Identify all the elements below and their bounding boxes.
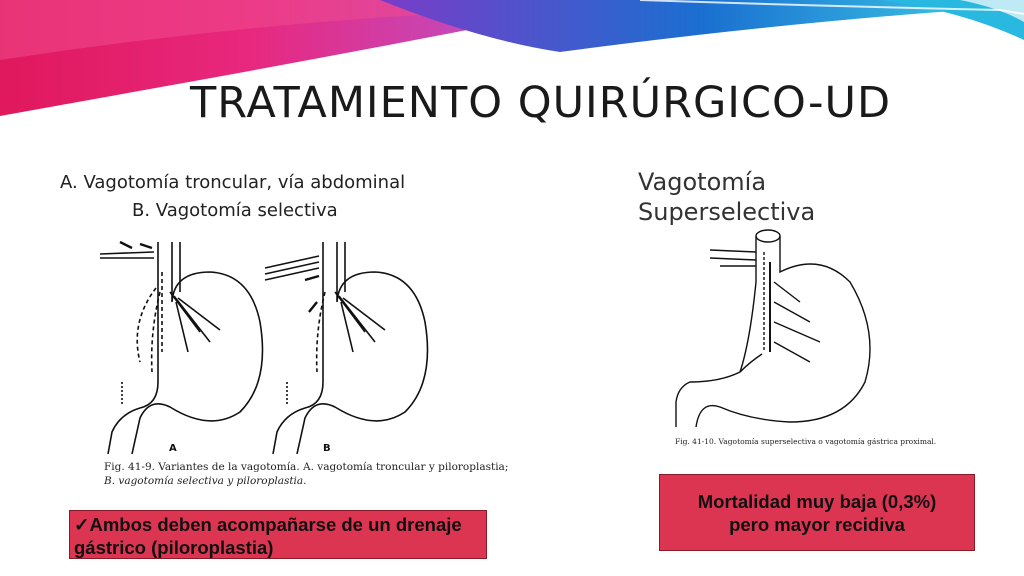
stomach-diagram-a (100, 242, 263, 454)
stomach-diagram-right (670, 222, 890, 434)
note-mortality-line1: Mortalidad muy baja (0,3%) (697, 491, 937, 512)
diagram-label-a: A (169, 443, 177, 454)
stomach-diagram-b (265, 242, 428, 454)
right-heading-line2: Superselectiva (638, 198, 816, 226)
note-box-drainage: ✓Ambos deben acompañarse de un drenaje gástrico (piloroplastia) (69, 510, 487, 559)
figure-left-caption-line2: B. vagotomía selectiva y piloroplastia. (104, 475, 307, 487)
note-mortality-line2: pero mayor recidiva (729, 514, 905, 535)
figure-right-caption: Fig. 41-10. Vagotomía superselectiva o vagotomía gástrica proximal. (675, 437, 937, 446)
left-heading-line1: A. Vagotomía troncular, vía abdominal (60, 172, 406, 193)
note-box-mortality (659, 474, 975, 551)
right-heading-line1: Vagotomía (638, 168, 767, 196)
slide-title: TRATAMIENTO QUIRÚRGICO-UD (190, 78, 892, 128)
left-heading-line2: B. Vagotomía selectiva (132, 200, 338, 221)
diagram-label-b: B (323, 443, 331, 454)
figure-left-caption-line1: Fig. 41-9. Variantes de la vagotomía. A. vagotomía troncular y piloroplastia; (104, 461, 509, 473)
right-heading (638, 167, 815, 227)
stomach-diagram-left (100, 232, 440, 460)
